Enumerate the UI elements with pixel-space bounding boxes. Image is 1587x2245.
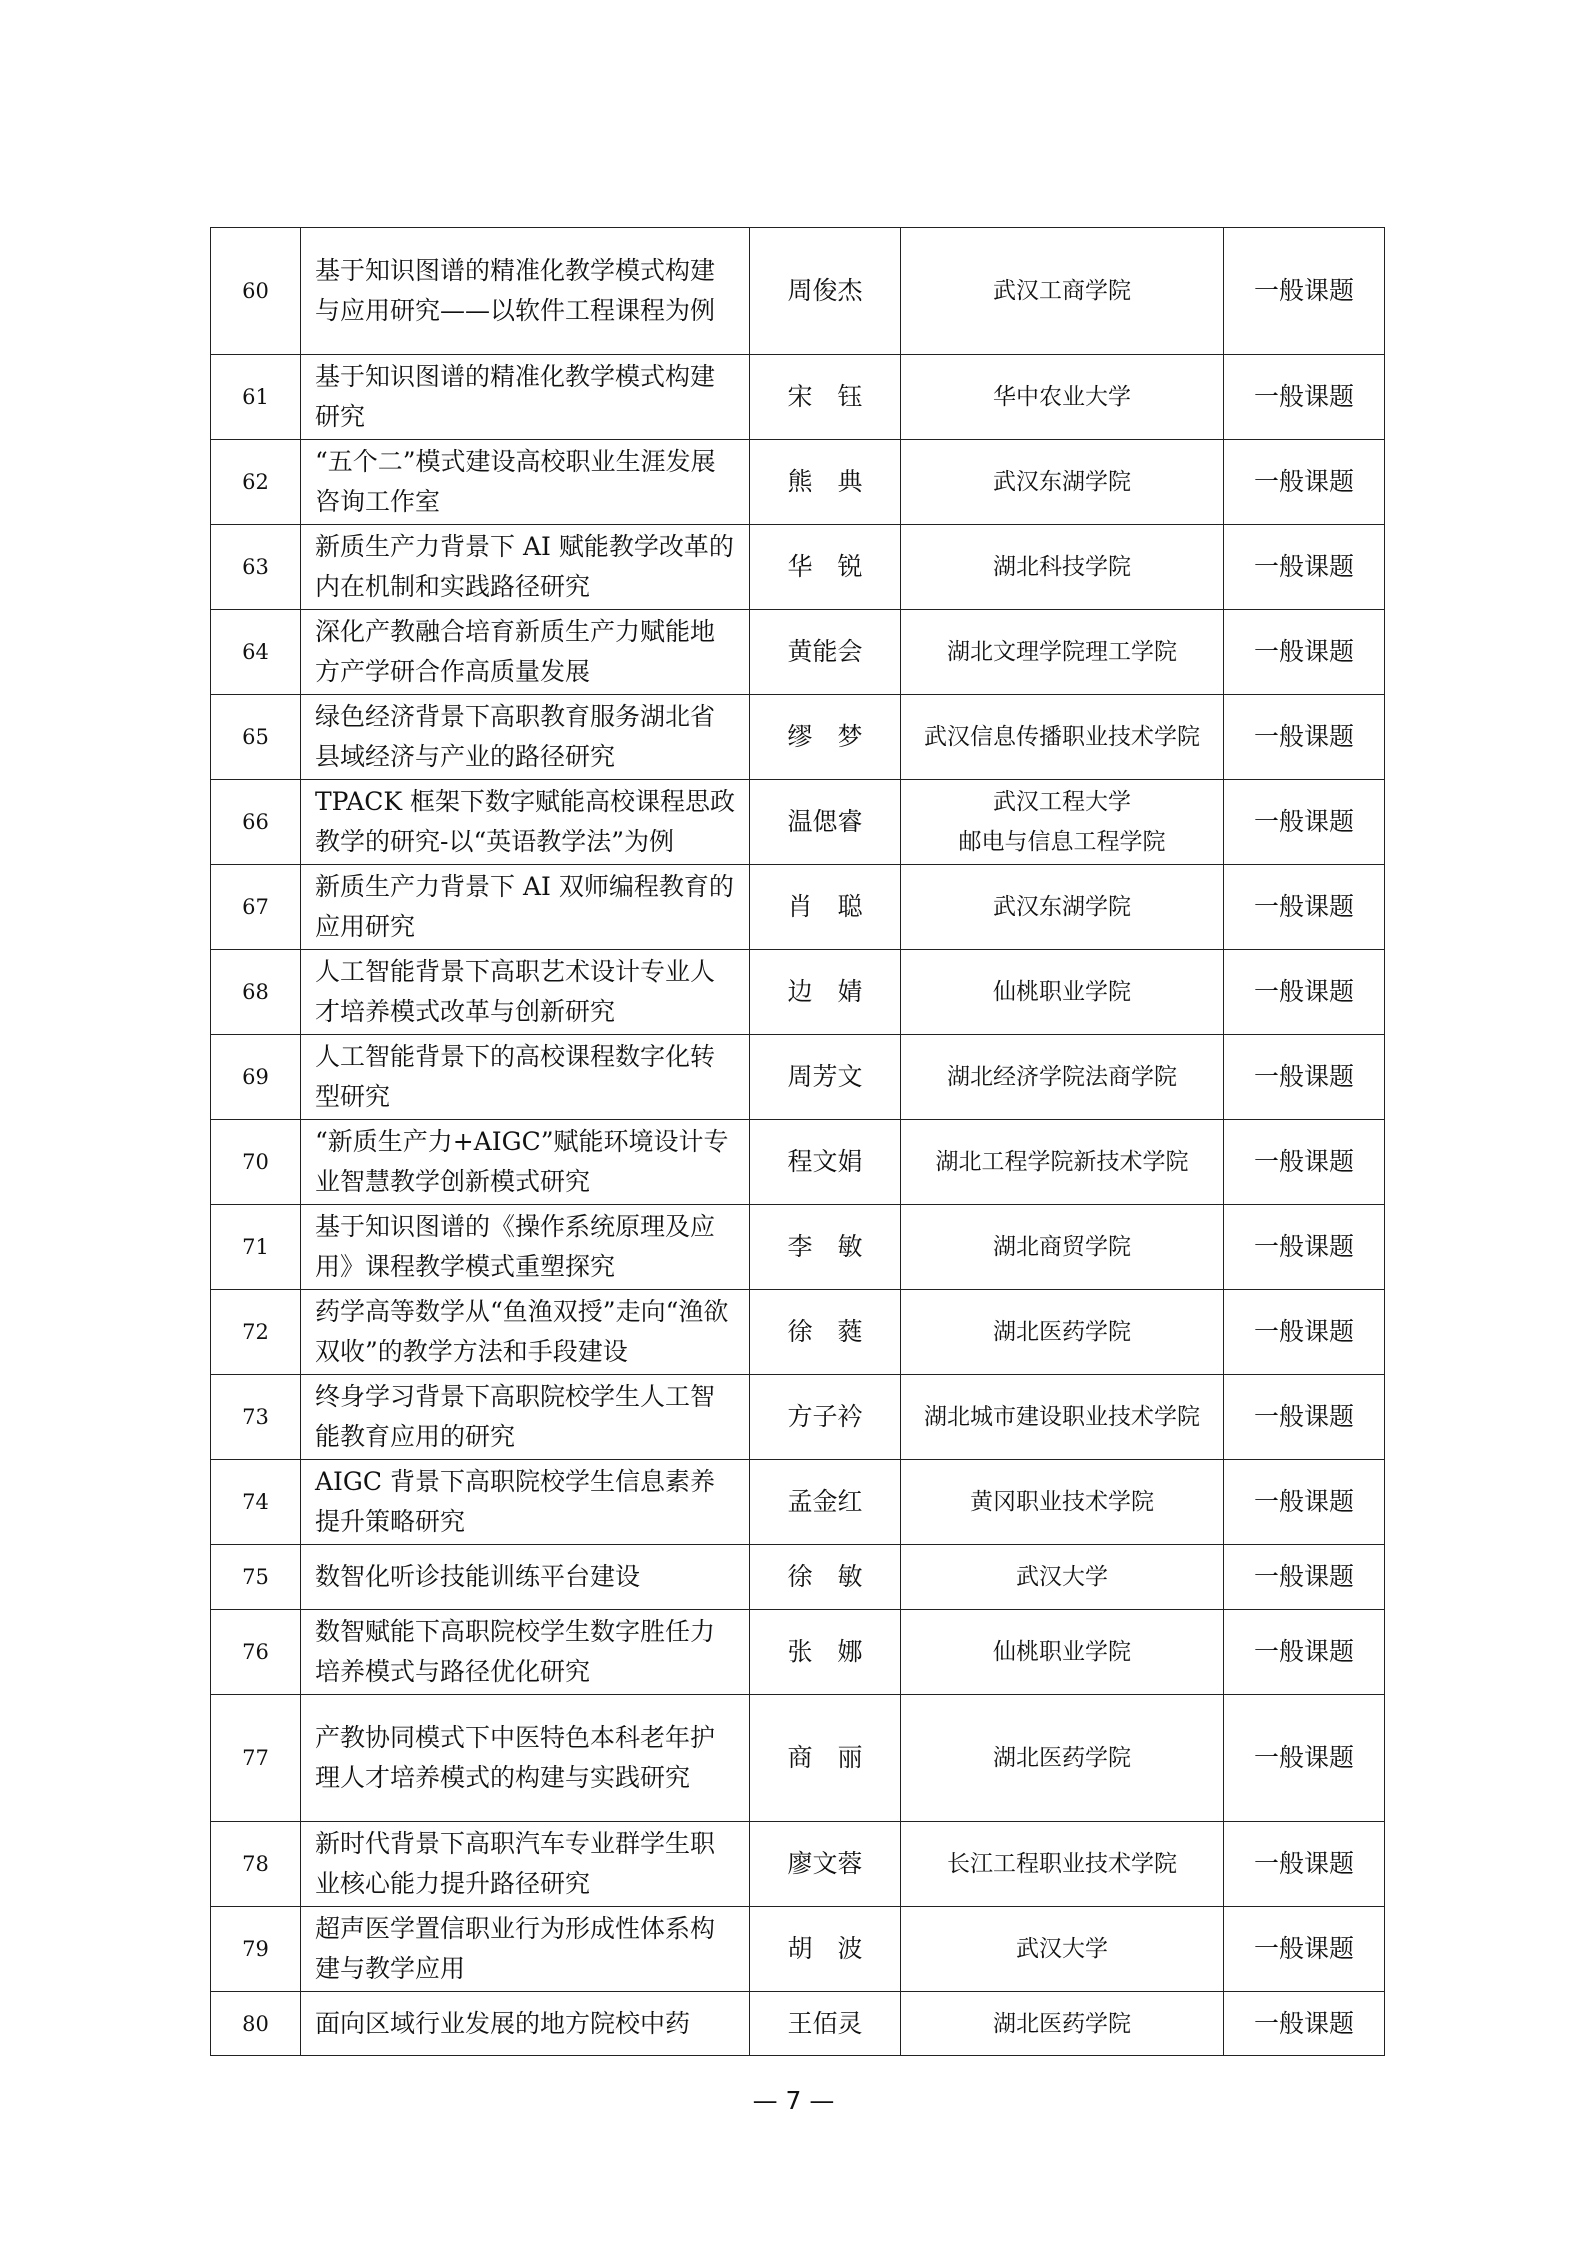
- leader-name: 李 敏: [750, 1205, 901, 1290]
- institution: [901, 228, 1224, 355]
- institution-line: 黄冈职业技术学院: [970, 1489, 1154, 1515]
- institution-line: 湖北医药学院: [993, 1319, 1131, 1345]
- project-type: 一般课题: [1224, 1290, 1385, 1375]
- institution: [901, 695, 1224, 780]
- institution-line: 邮电与信息工程学院: [958, 829, 1166, 855]
- institution-line: 湖北文理学院理工学院: [947, 639, 1177, 665]
- table-row: [211, 1460, 1385, 1545]
- project-type: 一般课题: [1224, 440, 1385, 525]
- project-type: 一般课题: [1224, 695, 1385, 780]
- row-number: 60: [211, 228, 301, 355]
- project-title: AIGC 背景下高职院校学生信息素养提升策略研究: [301, 1460, 750, 1545]
- leader-name: 程文娟: [750, 1120, 901, 1205]
- table-row: [211, 1992, 1385, 2056]
- institution-line: 湖北城市建设职业技术学院: [924, 1404, 1200, 1430]
- project-title: 新时代背景下高职汽车专业群学生职业核心能力提升路径研究: [301, 1822, 750, 1907]
- project-title: 新质生产力背景下 AI 双师编程教育的应用研究: [301, 865, 750, 950]
- institution: [901, 1610, 1224, 1695]
- project-title: 面向区域行业发展的地方院校中药: [301, 1992, 750, 2056]
- project-type: 一般课题: [1224, 1205, 1385, 1290]
- project-type: 一般课题: [1224, 780, 1385, 865]
- institution-line: 武汉大学: [1016, 1936, 1108, 1962]
- institution-line: 武汉东湖学院: [993, 894, 1131, 920]
- leader-name: 温偲睿: [750, 780, 901, 865]
- institution: [901, 440, 1224, 525]
- table-row: [211, 610, 1385, 695]
- institution: [901, 1035, 1224, 1120]
- project-type: 一般课题: [1224, 525, 1385, 610]
- row-number: 79: [211, 1907, 301, 1992]
- institution: [901, 1120, 1224, 1205]
- institution-line: 长江工程职业技术学院: [947, 1851, 1177, 1877]
- table-row: [211, 355, 1385, 440]
- leader-name: 肖 聪: [750, 865, 901, 950]
- table-row: [211, 950, 1385, 1035]
- row-number: 75: [211, 1545, 301, 1610]
- project-title: 终身学习背景下高职院校学生人工智能教育应用的研究: [301, 1375, 750, 1460]
- institution-line: 仙桃职业学院: [993, 1639, 1131, 1665]
- institution-line: 湖北商贸学院: [993, 1234, 1131, 1260]
- institution-line: 湖北经济学院法商学院: [947, 1064, 1177, 1090]
- project-title: 基于知识图谱的精准化教学模式构建与应用研究——以软件工程课程为例: [301, 228, 750, 355]
- page-number: — 7 —: [752, 2086, 835, 2115]
- project-type: 一般课题: [1224, 1545, 1385, 1610]
- row-number: 77: [211, 1695, 301, 1822]
- row-number: 61: [211, 355, 301, 440]
- project-title: 绿色经济背景下高职教育服务湖北省县域经济与产业的路径研究: [301, 695, 750, 780]
- row-number: 67: [211, 865, 301, 950]
- institution: [901, 1822, 1224, 1907]
- institution-line: 武汉信息传播职业技术学院: [924, 724, 1200, 750]
- institution: [901, 355, 1224, 440]
- table-row: [211, 525, 1385, 610]
- institution: [901, 1205, 1224, 1290]
- leader-name: 商 丽: [750, 1695, 901, 1822]
- project-title: 数智赋能下高职院校学生数字胜任力培养模式与路径优化研究: [301, 1610, 750, 1695]
- table-row: [211, 1205, 1385, 1290]
- leader-name: 方子衿: [750, 1375, 901, 1460]
- project-title: 新质生产力背景下 AI 赋能教学改革的内在机制和实践路径研究: [301, 525, 750, 610]
- institution-line: 武汉工商学院: [993, 278, 1131, 304]
- table-row: [211, 1375, 1385, 1460]
- institution: [901, 1290, 1224, 1375]
- row-number: 66: [211, 780, 301, 865]
- row-number: 73: [211, 1375, 301, 1460]
- leader-name: 熊 典: [750, 440, 901, 525]
- institution: [901, 610, 1224, 695]
- row-number: 64: [211, 610, 301, 695]
- project-title: 人工智能背景下的高校课程数字化转型研究: [301, 1035, 750, 1120]
- project-title: 药学高等数学从“鱼渔双授”走向“渔欲双收”的教学方法和手段建设: [301, 1290, 750, 1375]
- project-title: “五个二”模式建设高校职业生涯发展咨询工作室: [301, 440, 750, 525]
- project-title: “新质生产力+AIGC”赋能环境设计专业智慧教学创新模式研究: [301, 1120, 750, 1205]
- row-number: 74: [211, 1460, 301, 1545]
- table-row: [211, 865, 1385, 950]
- leader-name: 缪 梦: [750, 695, 901, 780]
- project-type: 一般课题: [1224, 1907, 1385, 1992]
- project-table: [210, 227, 1385, 2056]
- leader-name: 廖文蓉: [750, 1822, 901, 1907]
- institution-line: 武汉东湖学院: [993, 469, 1131, 495]
- institution: [901, 525, 1224, 610]
- row-number: 62: [211, 440, 301, 525]
- leader-name: 张 娜: [750, 1610, 901, 1695]
- institution: [901, 1907, 1224, 1992]
- table-row: [211, 1907, 1385, 1992]
- project-type: 一般课题: [1224, 950, 1385, 1035]
- table-row: [211, 1695, 1385, 1822]
- institution-line: 湖北科技学院: [993, 554, 1131, 580]
- leader-name: 边 婧: [750, 950, 901, 1035]
- row-number: 68: [211, 950, 301, 1035]
- project-type: 一般课题: [1224, 610, 1385, 695]
- institution-line: 武汉大学: [1016, 1564, 1108, 1590]
- leader-name: 胡 波: [750, 1907, 901, 1992]
- project-type: 一般课题: [1224, 1375, 1385, 1460]
- table-row: [211, 228, 1385, 355]
- project-type: 一般课题: [1224, 1695, 1385, 1822]
- project-type: 一般课题: [1224, 865, 1385, 950]
- institution: [901, 780, 1224, 865]
- project-title: 基于知识图谱的精准化教学模式构建研究: [301, 355, 750, 440]
- institution-line: 仙桃职业学院: [993, 979, 1131, 1005]
- table-row: [211, 440, 1385, 525]
- project-title: 人工智能背景下高职艺术设计专业人才培养模式改革与创新研究: [301, 950, 750, 1035]
- project-title: 数智化听诊技能训练平台建设: [301, 1545, 750, 1610]
- leader-name: 徐 敏: [750, 1545, 901, 1610]
- institution: [901, 950, 1224, 1035]
- table-row: [211, 1035, 1385, 1120]
- table-body: [211, 228, 1385, 2056]
- institution-line: 湖北工程学院新技术学院: [935, 1149, 1189, 1175]
- project-type: 一般课题: [1224, 1035, 1385, 1120]
- leader-name: 徐 蕤: [750, 1290, 901, 1375]
- leader-name: 宋 钰: [750, 355, 901, 440]
- institution: [901, 1460, 1224, 1545]
- table-row: [211, 695, 1385, 780]
- project-type: 一般课题: [1224, 228, 1385, 355]
- project-title: 超声医学置信职业行为形成性体系构建与教学应用: [301, 1907, 750, 1992]
- leader-name: 黄能会: [750, 610, 901, 695]
- leader-name: 孟金红: [750, 1460, 901, 1545]
- project-title: TPACK 框架下数字赋能高校课程思政教学的研究-以“英语教学法”为例: [301, 780, 750, 865]
- row-number: 78: [211, 1822, 301, 1907]
- table-row: [211, 1120, 1385, 1205]
- project-type: 一般课题: [1224, 1120, 1385, 1205]
- table-row: [211, 1610, 1385, 1695]
- project-type: 一般课题: [1224, 1610, 1385, 1695]
- row-number: 72: [211, 1290, 301, 1375]
- institution: [901, 1695, 1224, 1822]
- institution: [901, 1992, 1224, 2056]
- row-number: 76: [211, 1610, 301, 1695]
- table-row: [211, 1822, 1385, 1907]
- row-number: 69: [211, 1035, 301, 1120]
- project-type: 一般课题: [1224, 1992, 1385, 2056]
- row-number: 63: [211, 525, 301, 610]
- institution: [901, 1545, 1224, 1610]
- table-row: [211, 1545, 1385, 1610]
- project-title: 产教协同模式下中医特色本科老年护理人才培养模式的构建与实践研究: [301, 1695, 750, 1822]
- project-type: 一般课题: [1224, 1460, 1385, 1545]
- project-title: 基于知识图谱的《操作系统原理及应用》课程教学模式重塑探究: [301, 1205, 750, 1290]
- institution-line: 武汉工程大学: [993, 789, 1131, 815]
- row-number: 65: [211, 695, 301, 780]
- project-type: 一般课题: [1224, 355, 1385, 440]
- institution-line: 湖北医药学院: [993, 1745, 1131, 1771]
- project-title: 深化产教融合培育新质生产力赋能地方产学研合作高质量发展: [301, 610, 750, 695]
- leader-name: 王佰灵: [750, 1992, 901, 2056]
- institution-line: 湖北医药学院: [993, 2010, 1131, 2037]
- table-row: [211, 780, 1385, 865]
- row-number: 70: [211, 1120, 301, 1205]
- institution: [901, 865, 1224, 950]
- leader-name: 周俊杰: [750, 228, 901, 355]
- project-type: 一般课题: [1224, 1822, 1385, 1907]
- leader-name: 周芳文: [750, 1035, 901, 1120]
- institution-line: 华中农业大学: [993, 384, 1131, 410]
- institution: [901, 1375, 1224, 1460]
- row-number: 80: [211, 1992, 301, 2056]
- table-row: [211, 1290, 1385, 1375]
- row-number: 71: [211, 1205, 301, 1290]
- leader-name: 华 锐: [750, 525, 901, 610]
